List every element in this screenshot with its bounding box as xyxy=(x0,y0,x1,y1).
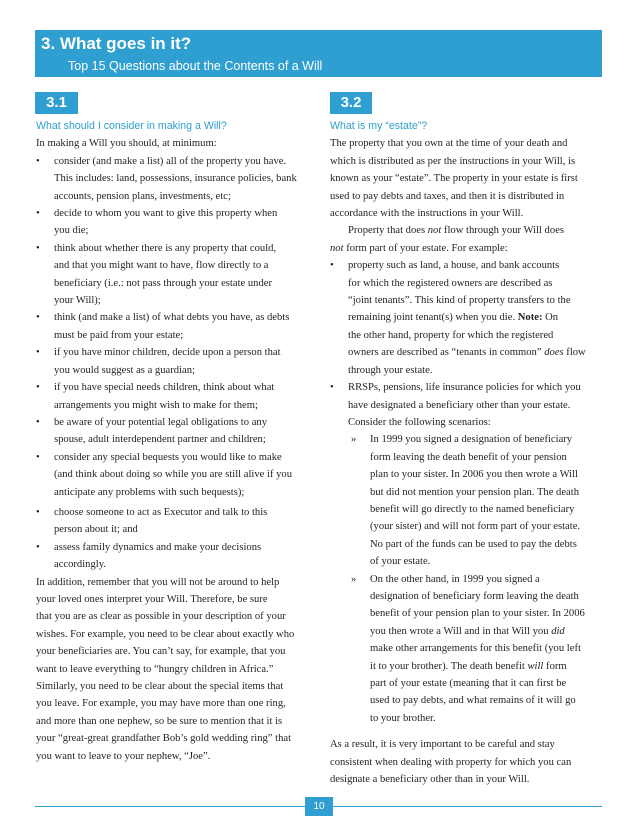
subsection-badge-3-2: 3.2 xyxy=(330,92,372,114)
list-item: • if you have special needs children, think about what arrangements you might wish to make for them; xyxy=(36,379,316,414)
list-item: • property such as land, a house, and bank accounts for which the registered owners are described as “joint tenants”. This kind of property transfers to the remaining joint tenant(s) when you die. Note: On the other hand, property for which the registered owners are described as “tenants in common” does flow through your estate. xyxy=(330,257,602,379)
left-bullet-list xyxy=(36,153,316,574)
list-item: • think (and make a list) of what debts you have, as debts must be paid from your estate; xyxy=(36,309,316,344)
list-item: • be aware of your potential legal obligations to any spouse, adult interdependent partner and children; xyxy=(36,414,316,449)
list-item: • think about whether there is any property that could, and that you might want to have, flow directly to a beneficiary (i.e.: not pass through your estate under your Will); xyxy=(36,240,316,310)
list-item: • assess family dynamics and make your decisions accordingly. xyxy=(36,539,316,574)
section-title: 3. What goes in it? xyxy=(41,34,192,53)
right-column xyxy=(330,118,602,788)
left-intro: In making a Will you should, at minimum: xyxy=(36,138,217,150)
section-subtitle: Top 15 Questions about the Contents of a Will xyxy=(68,59,323,73)
right-paragraph-2: Property that does not flow through your Will does not form part of your estate. For example: xyxy=(330,225,564,254)
scenario-item: » On the other hand, in 1999 you signed a designation of beneficiary form leaving the death benefit of your pension plan to your sister. In 2006 you then wrote a Will and in that Will you did make other arrangements for this benefit (you left it to your brother). The death benefit will form part of your estate (meaning that it can first be used to pay debts, and what remains of it will go to your brother. xyxy=(330,571,602,728)
list-item: • choose someone to act as Executor and talk to this person about it; and xyxy=(36,504,316,539)
list-item: • consider any special bequests you would like to make (and think about doing so while you are still alive if you anticipate any problems with such bequests); xyxy=(36,449,316,501)
left-question-heading: What should I consider in making a Will? xyxy=(36,120,227,132)
scenario-item: » In 1999 you signed a designation of beneficiary form leaving the death benefit of your pension plan to your sister. In 2006 you then wrote a Will but did not mention your pension plan. The death benefit will go directly to the named beneficiary (your sister) and will not form part of your estate. No part of the funds can be used to pay the debts of your estate. xyxy=(330,431,602,570)
list-item: • RRSPs, pensions, life insurance policies for which you have designated a beneficiary other than your estate. Consider the following scenarios: xyxy=(330,379,602,431)
list-item: • decide to whom you want to give this property when you die; xyxy=(36,205,316,240)
list-item: • if you have minor children, decide upon a person that you would suggest as a guardian; xyxy=(36,344,316,379)
left-closing-paragraph: In addition, remember that you will not be around to help your loved ones interpret your Will. Therefore, be sure that you are as clear as possible in your description of your wishes. For example, you need to be clear about exactly who your beneficiaries are. You can’t say, for example, that you want to leave everything to “hungry children in Africa.” Similarly, you need to be clear about the special items that you leave. For example, you may have more than one ring, and more than one nephew, so be sure to mention that it is your “great-great grandfather Bob’s gold wedding ring” that you want to leave to your nephew, “Joe”. xyxy=(36,576,295,762)
right-question-heading: What is my “estate”? xyxy=(330,120,428,132)
section-header xyxy=(35,30,602,77)
subsection-badge-3-1: 3.1 xyxy=(35,92,78,114)
list-item: • consider (and make a list) all of the property you have. This includes: land, possessions, insurance policies, bank accounts, pension plans, investments, etc; xyxy=(36,153,316,205)
right-closing-paragraph: As a result, it is very important to be careful and stay consistent when dealing with property for which you can designate a beneficiary other than in your Will. xyxy=(330,739,572,786)
page-number: 10 xyxy=(305,797,333,816)
right-paragraph-1: The property that you own at the time of your death and which is distributed as per the instructions in your Will, is known as your “estate”. The property in your estate is first used to pay debts and taxes, and then it is distributed in accordance with the instructions in your Will. xyxy=(330,138,578,220)
left-column xyxy=(36,118,316,765)
